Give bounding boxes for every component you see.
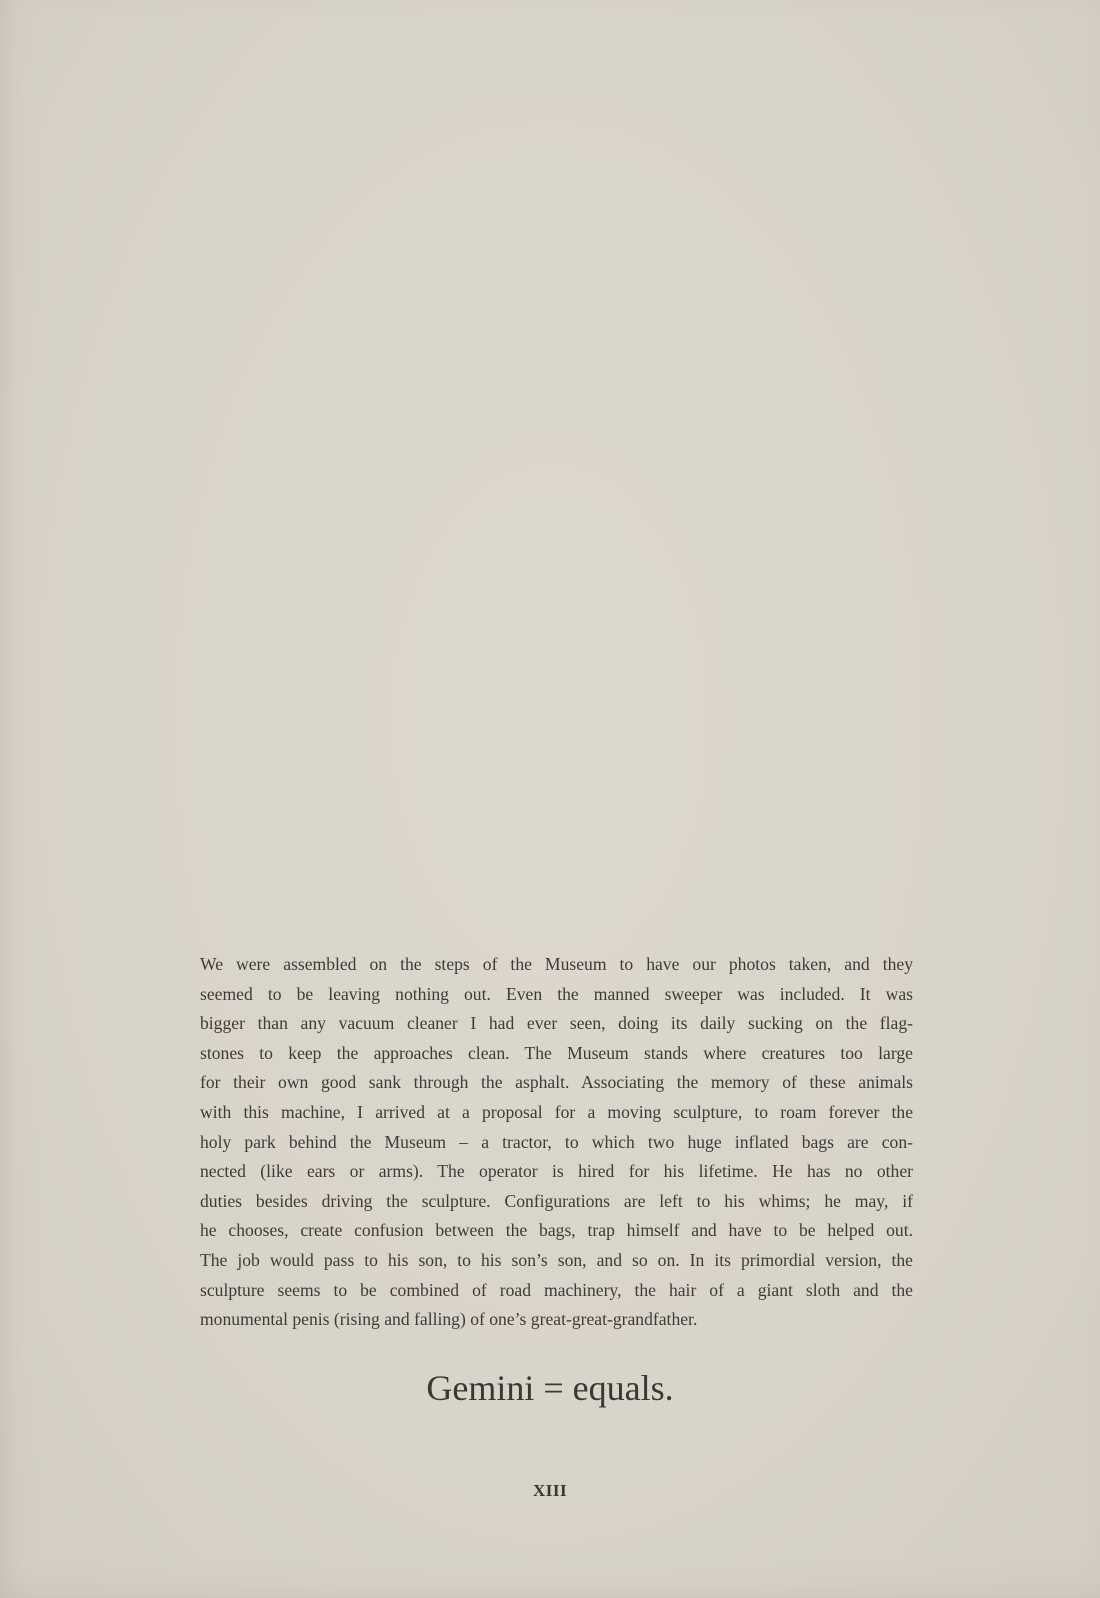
paragraph-line: The job would pass to his son, to his son’s son, and so on. In its primordial version, the — [200, 1249, 913, 1270]
paragraph-line: for their own good sank through the asphalt. Associating the memory of these animals — [200, 1072, 913, 1093]
page-number: XIII — [532, 1481, 568, 1500]
paragraph-line: seemed to be leaving nothing out. Even the manned sweeper was included. It was — [200, 983, 913, 1004]
paragraph-line: with this machine, I arrived at a proposal for a moving sculpture, to roam forever the — [200, 1101, 913, 1122]
paragraph-line: bigger than any vacuum cleaner I had ever seen, doing its daily sucking on the flag- — [200, 1013, 913, 1034]
paragraph-line: duties besides driving the sculpture. Configurations are left to his whims; he may, if — [200, 1190, 913, 1211]
paragraph-line: holy park behind the Museum – a tractor, to which two huge inflated bags are con- — [200, 1131, 913, 1152]
paragraph-line: nected (like ears or arms). The operator is hired for his lifetime. He has no other — [200, 1161, 913, 1182]
body-paragraph — [200, 950, 913, 1335]
paragraph-line: he chooses, create confusion between the bags, trap himself and have to be helped out. — [200, 1220, 913, 1241]
paragraph-line: sculpture seems to be combined of road machinery, the hair of a giant sloth and the — [200, 1279, 913, 1300]
paragraph-line: We were assembled on the steps of the Museum to have our photos taken, and they — [200, 954, 913, 974]
motto-heading: Gemini = equals. — [426, 1368, 674, 1408]
paragraph-line: monumental penis (rising and falling) of one’s great-great-grandfather. — [200, 1309, 698, 1330]
paragraph-line: stones to keep the approaches clean. The Museum stands where creatures too large — [200, 1042, 913, 1063]
